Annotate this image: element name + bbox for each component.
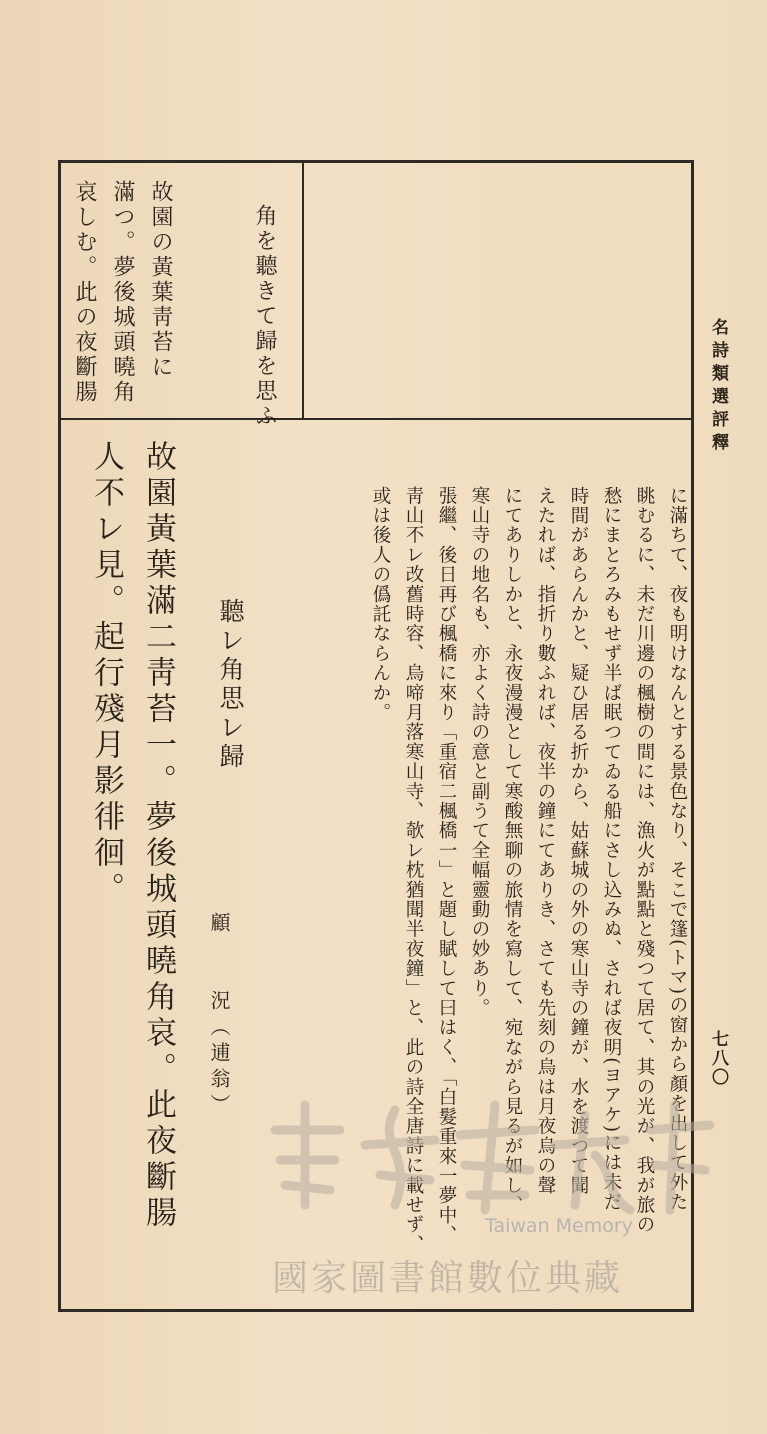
commentary-line: 靑山不レ改舊時容、烏啼月落寒山寺、欹レ枕猶聞半夜鐘」と、此の詩全唐詩に載せず、 [403,486,424,1255]
gloss-line: 滿つ。夢後城頭曉角 [110,180,135,405]
watermark-subtitle: Taiwan Memory [485,1215,633,1237]
commentary-line: 愁にまとろみもせず半ば眠つてゐる船にさし込みぬ、されば夜明(ヨアケ)には未だ [601,486,622,1213]
gloss-heading: 角を聽きて歸を思ふ [252,204,277,429]
poem-title: 聽レ角思レ歸 [216,598,245,772]
book-title-header: 名詩類選評釋 [708,318,728,456]
commentary-line: 張繼、後日再び楓橋に來り「重宿二楓橋一」と題し賦して曰はく、「白髮重來一夢中、 [436,486,457,1246]
poem-line: 故園黃葉滿二靑苔一。夢後城頭曉角哀。此夜斷腸 [140,440,176,1232]
commentary-line: 眺むるに、未だ川邊の楓樹の間には、漁火が點點と殘つて居て、其の光が、我が旅の [634,486,655,1235]
gloss-line: 故園の黃葉靑苔に [148,180,173,380]
horizontal-rule [58,418,694,420]
watermark-calligraphy [245,1085,725,1225]
poem-line: 人不レ見。起行殘月影徘徊。 [88,440,124,908]
commentary-line: 或は後人の僞託ならんか。 [370,486,391,723]
gloss-line: 哀しむ。此の夜斷腸 [72,180,97,405]
watermark-text: 國家圖書館數位典藏 [272,1258,624,1299]
commentary-line: にてありしかと、永夜漫漫として寒酸無聊の旅情を寫して、宛ながら見るが如し、 [502,486,523,1215]
gloss-divider [302,160,304,418]
commentary-line: 寒山寺の地名も、亦よく詩の意と副うて全幅靈動の妙あり。 [469,486,490,1018]
page-number: 七八〇 [708,1030,728,1087]
commentary-line: えたれば、指折り數ふれば、夜半の鐘にてありき、さても先刻の烏は月夜烏の聲 [535,486,556,1196]
commentary-line: に滿ちて、夜も明けなんとする景色なり、そこで篷(トマ)の窗から顏を出して外た [667,486,688,1213]
poem-author: 顧 況（逋翁） [207,912,231,1120]
commentary-line: 時間があらんかと、疑ひ居る折から、姑蘇城の外の寒山寺の鐘が、水を渡つて聞 [568,486,589,1196]
